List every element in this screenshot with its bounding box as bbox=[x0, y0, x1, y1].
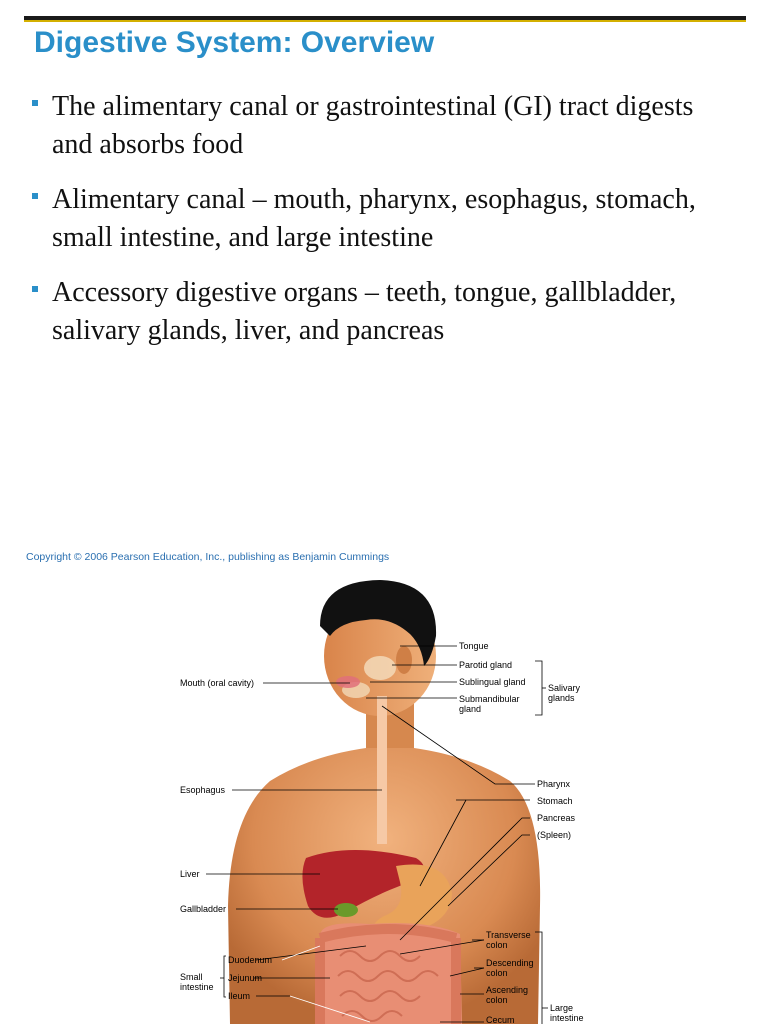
label-submandibular-gland-line2: gland bbox=[459, 704, 482, 714]
bullet-square-icon bbox=[32, 193, 38, 199]
label-pancreas: Pancreas bbox=[537, 813, 576, 823]
label-descending-colon: Descending bbox=[486, 958, 534, 968]
label-ascending-colon: Ascending bbox=[486, 985, 529, 995]
label-jejunum: Jejunum bbox=[228, 973, 263, 983]
bullet-item bbox=[30, 274, 730, 350]
bullet-list bbox=[30, 88, 730, 367]
label-salivary-glands: Salivary bbox=[548, 683, 581, 693]
label-sublingual-gland: Sublingual gland bbox=[459, 677, 526, 687]
label-gallbladder: Gallbladder bbox=[180, 904, 227, 914]
label-cecum: Cecum bbox=[486, 1015, 515, 1024]
bullet-item bbox=[30, 88, 730, 164]
label-small-intestine-line2: intestine bbox=[180, 982, 214, 992]
label-liver: Liver bbox=[180, 869, 200, 879]
bullet-square-icon bbox=[32, 286, 38, 292]
bullet-item bbox=[30, 181, 730, 257]
label-descending-colon-line2: colon bbox=[486, 968, 508, 978]
label-transverse-colon: Transverse bbox=[486, 930, 531, 940]
label-small-intestine: Small bbox=[180, 972, 203, 982]
label-transverse-colon-line2: colon bbox=[486, 940, 508, 950]
label-ascending-colon-line2: colon bbox=[486, 995, 508, 1005]
label-mouth: Mouth (oral cavity) bbox=[180, 678, 255, 688]
label-submandibular-gland: Submandibular bbox=[459, 694, 520, 704]
label-spleen: (Spleen) bbox=[537, 830, 572, 840]
label-pharynx: Pharynx bbox=[537, 779, 571, 789]
bullet-text: Alimentary canal – mouth, pharynx, esophagus, stomach, small intestine, and large intestine bbox=[52, 184, 696, 253]
label-duodenum: Duodenum bbox=[228, 955, 273, 965]
label-esophagus: Esophagus bbox=[180, 785, 226, 795]
digestive-system-figure bbox=[170, 576, 610, 1024]
bullet-square-icon bbox=[32, 100, 38, 106]
title-rule bbox=[24, 16, 746, 22]
label-salivary-glands-line2: glands bbox=[548, 693, 575, 703]
slide-title: Digestive System: Overview bbox=[34, 26, 435, 59]
bullet-text: Accessory digestive organs – teeth, tongue, gallbladder, salivary glands, liver, and pancreas bbox=[52, 277, 677, 346]
bullet-text: The alimentary canal or gastrointestinal (GI) tract digests and absorbs food bbox=[52, 91, 694, 160]
copyright-notice: Copyright © 2006 Pearson Education, Inc., publishing as Benjamin Cummings bbox=[26, 551, 390, 563]
label-large-intestine: Large bbox=[550, 1003, 574, 1013]
label-stomach: Stomach bbox=[537, 796, 573, 806]
label-parotid-gland: Parotid gland bbox=[459, 660, 513, 670]
label-tongue: Tongue bbox=[459, 641, 489, 651]
label-ileum: Ileum bbox=[228, 991, 251, 1001]
label-large-intestine-line2: intestine bbox=[550, 1013, 584, 1023]
